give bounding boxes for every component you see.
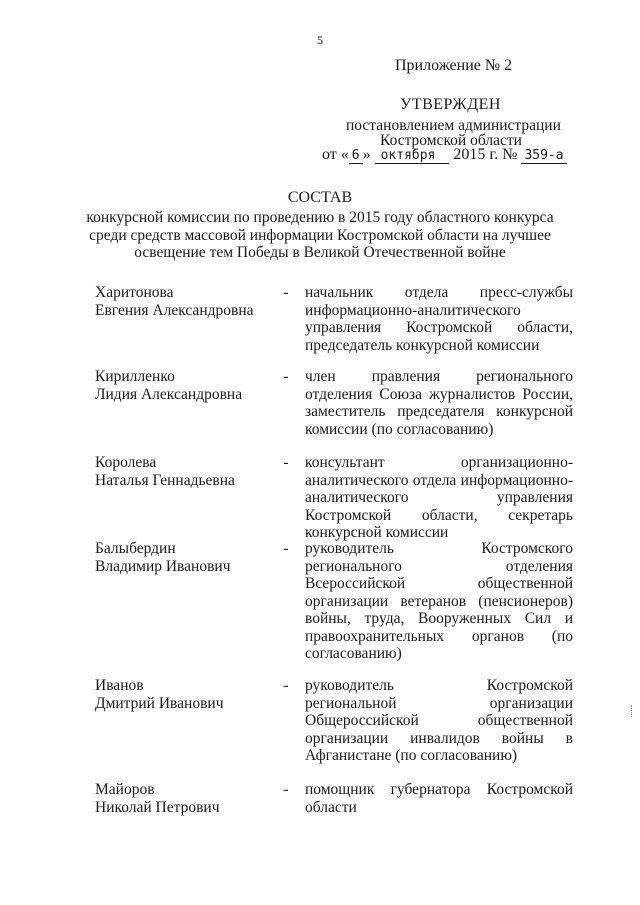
- member-given-names: Николай Петрович: [95, 798, 220, 816]
- commission-member: [95, 284, 585, 374]
- decree-line-2: Костромской области: [380, 132, 522, 149]
- commission-member: [95, 677, 585, 777]
- member-name: [95, 540, 285, 575]
- member-role: руководитель Костромского регионального отделения Всероссийской общественной организации ветеранов (пенсионеров) войны, труда, Вооруженных Сил и правоохранительных органов (по согласованию): [305, 540, 573, 662]
- member-surname: Королева: [95, 454, 157, 471]
- member-dash: -: [283, 454, 289, 471]
- decree-date-line: [322, 146, 567, 165]
- member-surname: Кирилленко: [95, 368, 175, 385]
- member-given-names: Дмитрий Иванович: [95, 694, 224, 712]
- commission-member: [95, 454, 585, 544]
- member-given-names: Владимир Иванович: [95, 557, 231, 575]
- member-name: [95, 284, 285, 319]
- member-surname: Майоров: [95, 781, 155, 798]
- member-surname: Балыбердин: [95, 540, 176, 557]
- decree-line-1: постановлением администрации: [346, 117, 561, 134]
- subtitle-line: среди средств массовой информации Костромской области на лучшее: [89, 226, 551, 244]
- member-name: [95, 454, 285, 489]
- subtitle-line: освещение тем Победы в Великой Отечественной войне: [134, 244, 506, 261]
- approved-heading: УТВЕРЖДЕН: [400, 96, 501, 113]
- date-day-handwritten: 6: [349, 148, 363, 164]
- member-dash: -: [283, 540, 289, 557]
- page-number: 5: [317, 33, 323, 47]
- member-surname: Иванов: [95, 677, 144, 694]
- scan-artifact: [631, 705, 634, 717]
- date-month-handwritten: октября: [375, 148, 450, 164]
- member-given-names: Евгения Александровна: [95, 301, 254, 319]
- member-dash: -: [283, 677, 289, 694]
- member-role: консультант организационно-аналитического отдела информационно-аналитического управления Костромской области, секретарь конкурсной комиссии: [305, 454, 573, 541]
- date-prefix: от «: [322, 146, 349, 163]
- date-mid: »: [362, 146, 371, 163]
- member-role: помощник губернатора Костромской области: [305, 781, 573, 816]
- member-role: руководитель Костромской региональной организации Общероссийской общественной организации инвалидов войны в Афганистане (по согласованию): [305, 677, 573, 764]
- member-role: начальник отдела пресс-службы информационно-аналитического управления Костромской области, председатель конкурсной комиссии: [305, 284, 573, 354]
- member-role: член правления регионального отделения Союза журналистов России, заместитель председателя конкурсной комиссии (по согласованию): [305, 368, 573, 438]
- commission-member: [95, 781, 585, 831]
- member-given-names: Лидия Александровна: [95, 385, 243, 403]
- date-year: 2015 г. №: [453, 146, 518, 163]
- member-dash: -: [283, 368, 289, 385]
- appendix-label: Приложение № 2: [395, 57, 513, 74]
- document-title: СОСТАВ: [287, 189, 353, 206]
- decree-number-handwritten: 359-а: [521, 148, 566, 164]
- subtitle-line: конкурсной комиссии по проведению в 2015 году областного конкурса: [86, 209, 554, 226]
- member-name: [95, 677, 285, 712]
- document-subtitle: [0, 209, 640, 262]
- member-name: [95, 368, 285, 403]
- member-given-names: Наталья Геннадьевна: [95, 471, 235, 489]
- member-dash: -: [283, 781, 289, 798]
- commission-member: [95, 540, 585, 660]
- commission-member: [95, 368, 585, 458]
- member-dash: -: [283, 284, 289, 301]
- member-name: [95, 781, 285, 816]
- member-surname: Харитонова: [95, 284, 174, 301]
